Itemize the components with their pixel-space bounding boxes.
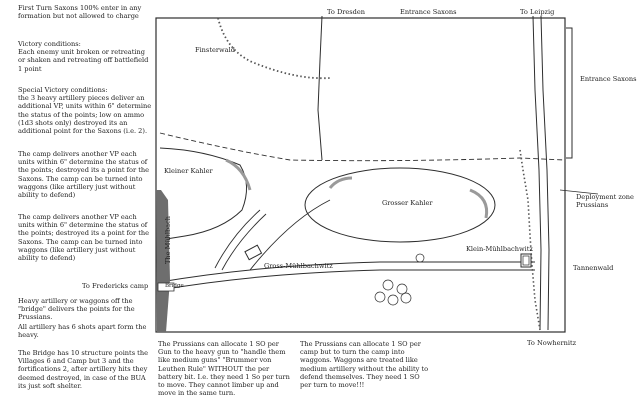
tree-circle [397, 284, 407, 294]
label-tannenwald: Tannenwald [573, 264, 614, 272]
grosser-kahler-fortification-right [470, 190, 487, 218]
note-bridge-structure: The Bridge has 10 structure points the Villages 6 and Camp but 3 and the fortifications 2, after artillery hits they deemed destroyed, in case of the BUA its just soft shelter. [18, 349, 148, 390]
note-heavy-artillery: Heavy artillery or waggons off the "bridge" delivers the points for the Prussians. [18, 297, 135, 322]
tree-circle [388, 295, 398, 305]
label-to-dresden: To Dresden [327, 8, 366, 16]
road-through-hill [250, 200, 330, 270]
label-entrance-saxons-top: Entrance Saxons [400, 8, 457, 16]
road-north-b [222, 214, 266, 270]
entrance-bracket [566, 28, 572, 158]
deployment-boundary [520, 150, 540, 330]
gross-muhlbachwitz-village [245, 245, 262, 260]
dashed-line [160, 133, 565, 161]
main-road-b [160, 270, 535, 290]
label-klein-muhlbachwitz: Klein-Mühlbachwitz [466, 245, 533, 253]
label-gross-muhlbachwitz: Gross-Mühlbachwitz [264, 262, 333, 270]
label-to-fredericks-camp: To Fredericks camp [82, 282, 149, 290]
label-bridge: Bridge [165, 283, 184, 289]
road-east-b [541, 16, 549, 330]
road-east-a [533, 16, 541, 330]
label-to-nowhernitz: To Nowhernitz [527, 339, 577, 347]
note-prussians-camp: The Prussians can allocate 1 SO per camp but to turn the camp into waggons. Waggons are treated like medium artillery without the ability to defend themselves. They need 1 SO per turn to move!!! [300, 340, 429, 390]
note-prussians-heavy-gun: The Prussians can allocate 1 SO per Gun to the heavy gun to "handle them like medium guns" "Brummer von Leuthen Rule" WITHOUT the per battery bit. I.e. they need 1 So per turn to move. They cannot limber up and move in the same turn. [158, 340, 290, 398]
label-to-leipzig: To Leipzig [520, 8, 555, 16]
tree-circle [416, 254, 424, 262]
label-grosser-kahler: Grosser Kahler [382, 199, 433, 207]
label-kleiner-kahler: Kleiner Kahler [164, 167, 213, 175]
note-first-turn: First Turn Saxons 100% enter in any formation but not allowed to charge [18, 4, 142, 21]
tree-circle [375, 292, 385, 302]
map-border [156, 18, 565, 332]
label-deployment-zone: Deployment zone Prussians [576, 193, 634, 209]
note-camp-2: The camp delivers another VP each units within 6" determine the status of the points; destroyed its a point for the Saxons. The camp can be turned into waggons (like artillery just without ability to defend) [18, 213, 150, 263]
label-finsterwald: Finsterwald [195, 46, 235, 54]
road-north-a [215, 210, 260, 268]
note-victory-conditions: Victory conditions: Each enemy unit broken or retreating or shaken and retreating off battlefield 1 point [18, 40, 149, 73]
label-the-muhlbach: The Mühlbach [164, 215, 173, 265]
note-special-victory: Special Victory conditions: the 3 heavy artillery pieces deliver an additional VP, units within 6" determine the status of the points; low on ammo (1d3 shots only) destroyed its an additional point for the Saxons (i.e. 2). [18, 86, 152, 136]
road-to-dresden [318, 16, 322, 160]
kleiner-kahler-hill [160, 148, 247, 240]
tree-circle [383, 280, 393, 290]
note-artillery-shots: All artillery has 6 shots apart form the heavy. [18, 323, 147, 340]
tree-circle [401, 293, 411, 303]
note-camp-1: The camp delivers another VP each units within 6" determine the status of the points; destroyed its a point for the Saxons. The camp can be turned into waggons (like artillery just without ability to defend) [18, 150, 150, 200]
grosser-kahler-fortification-left [330, 178, 352, 188]
label-entrance-saxons-right: Entrance Saxons [580, 75, 637, 83]
